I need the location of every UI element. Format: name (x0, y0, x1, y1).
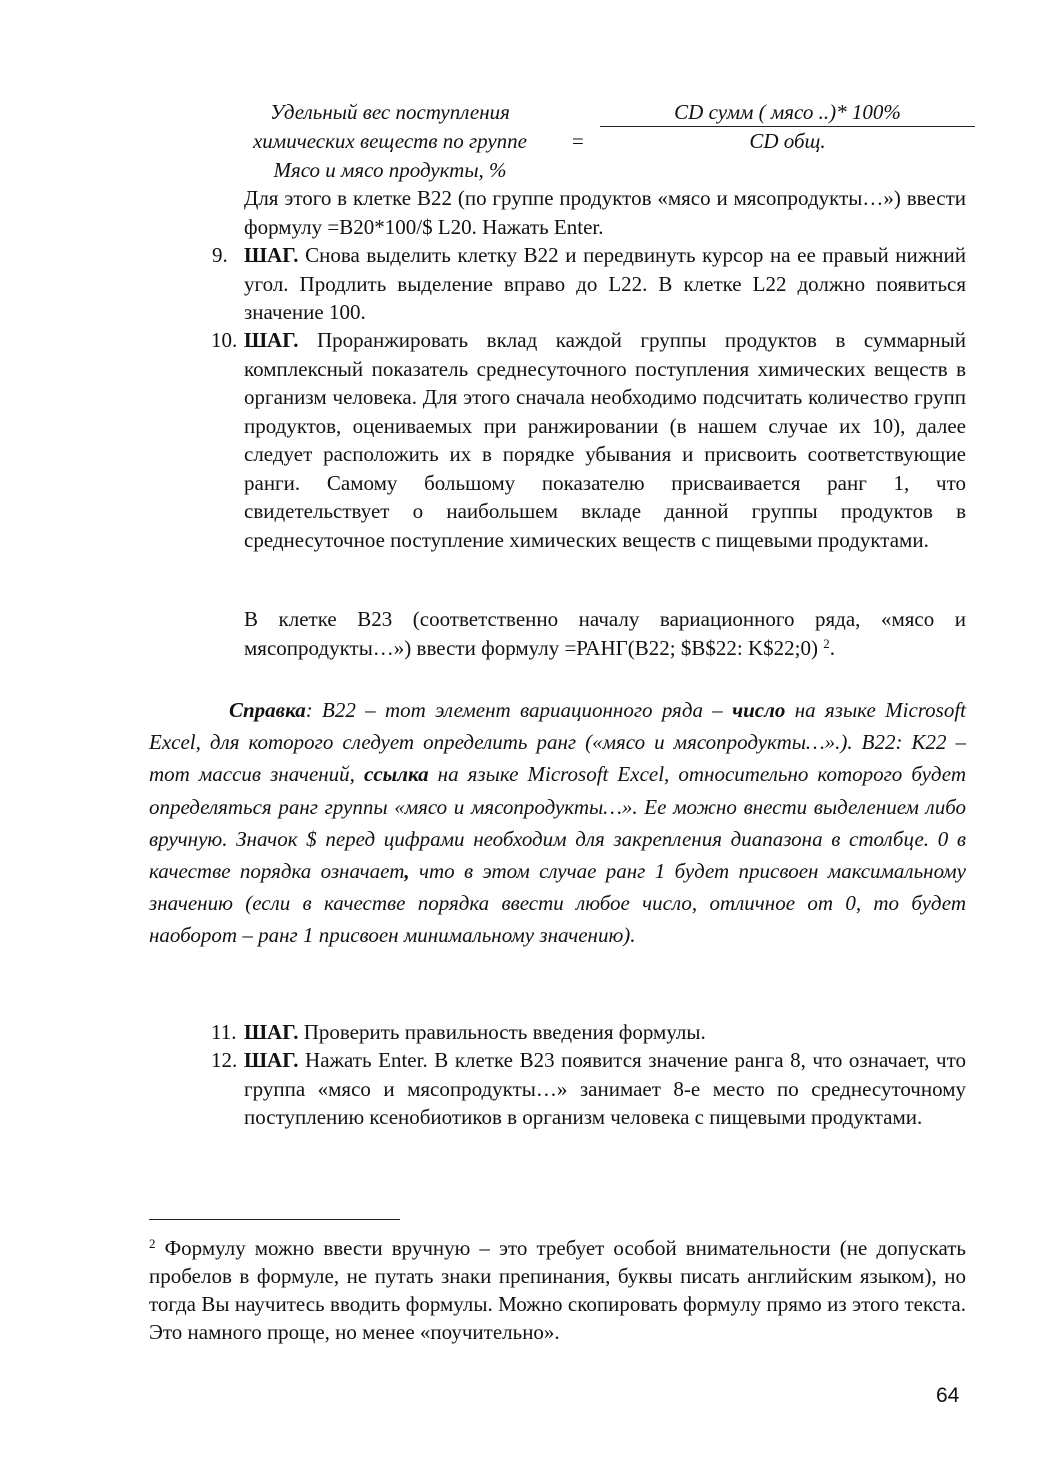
intro-paragraph: Для этого в клетке В22 (по группе продуктов «мясо и мясопродукты…») ввести формулу =В20*100/$ L20. Нажать Enter. (244, 186, 966, 239)
reference-text-1: : В22 – тот элемент вариационного ряда – (305, 698, 733, 722)
reference-bold-comma: , (404, 859, 410, 884)
footnote-ref: 2 (823, 635, 830, 651)
footnote-mark: 2 (149, 1236, 156, 1251)
footnote-separator (149, 1219, 400, 1220)
b23-tail: . (829, 635, 835, 660)
reference-text-4: что в этом случае ранг 1 будет присвоен максимальному значению (если в качестве порядка ввести любое число, отличное от 0, то будет наоборот – ранг 1 присвоен минимальному значению). (149, 859, 966, 948)
footnote-text: Формулу можно ввести вручную – это требует особой внимательности (не допускать пробелов в формуле, не путать знаки препинания, буквы писать английским языком), но тогда Вы научитесь вводить формулы. Можно скопировать формулу прямо из этого текста. Это намного проще, но менее «поучительно». (149, 1236, 966, 1344)
formula-equals: = (572, 129, 584, 153)
reference-bold-number: число (732, 698, 786, 722)
step-10 (211, 326, 966, 554)
step-number: 11. (211, 1020, 237, 1044)
footnote (149, 1234, 966, 1346)
step-text: Проверить правильность введения формулы. (298, 1020, 706, 1044)
step-label: ШАГ. (244, 243, 299, 267)
step-11 (211, 1018, 966, 1047)
step-label: ШАГ. (244, 1020, 299, 1044)
step-12 (211, 1046, 966, 1132)
reference-text-3: на языке Microsoft Excel, относительно которого будет определяться ранг группы «мясо и мясопродукты…». Ее можно внести выделением либо вручную. Значок $ перед цифрами необходим для закрепления диапазона в столбце. 0 в качестве порядка означает (149, 762, 966, 884)
reference-note (149, 694, 966, 952)
formula-left-line3: Мясо и мясо продукты, % (273, 158, 507, 182)
page-number: 64 (936, 1384, 960, 1407)
formula-numerator: CD сумм ( мясо ..)* 100% (674, 100, 901, 124)
step-number: 10. (211, 328, 238, 352)
b23-paragraph (244, 605, 966, 662)
formula-left-line2: химических веществ по группе (252, 129, 527, 153)
step-number: 9. (212, 243, 228, 267)
formula-left (200, 98, 580, 185)
step-9 (212, 241, 966, 327)
formula-block (200, 98, 980, 188)
reference-bold-link: ссылка (364, 762, 429, 787)
b23-text: В клетке В23 (соответственно началу вариационного ряда, «мясо и мясопродукты…») ввести формулу =РАНГ(В22; $B$22: K$22;0) (244, 607, 966, 660)
reference-label: Справка (229, 698, 306, 722)
step-text: Нажать Enter. В клетке В23 появится значение ранга 8, что означает, что группа «мясо и мясопродукты…» занимает 8-е место по среднесуточному поступлению ксенобиотиков в организм человека с пищевыми продуктами. (244, 1048, 966, 1129)
formula-denominator: CD общ. (749, 129, 826, 153)
reference-text-2: на языке Microsoft Excel, для которого следует определить ранг («мясо и мясопродукты…».). В22: К22 – тот массив значений, (149, 698, 967, 787)
formula-left-line1: Удельный вес поступления (270, 100, 510, 124)
step-label: ШАГ. (244, 328, 299, 352)
step-text: Снова выделить клетку В22 и передвинуть курсор на ее правый нижний угол. Продлить выделение вправо до L22. В клетке L22 должно появиться значение 100. (244, 243, 966, 324)
step-text: Проранжировать вклад каждой группы продуктов в суммарный комплексный показатель среднесуточного поступления химических веществ в организм человека. Для этого сначала необходимо подсчитать количество групп продуктов, оцениваемых при ранжировании (в нашем случае их 10), далее следует расположить их в порядке убывания и присвоить соответствующие ранги. Самому большому показателю присваивается ранг 1, что свидетельствует о наибольшем вкладе данной группы продуктов в среднесуточное поступление химических веществ с пищевыми продуктами. (244, 328, 966, 552)
step-number: 12. (211, 1048, 238, 1072)
step-label: ШАГ. (244, 1048, 299, 1072)
